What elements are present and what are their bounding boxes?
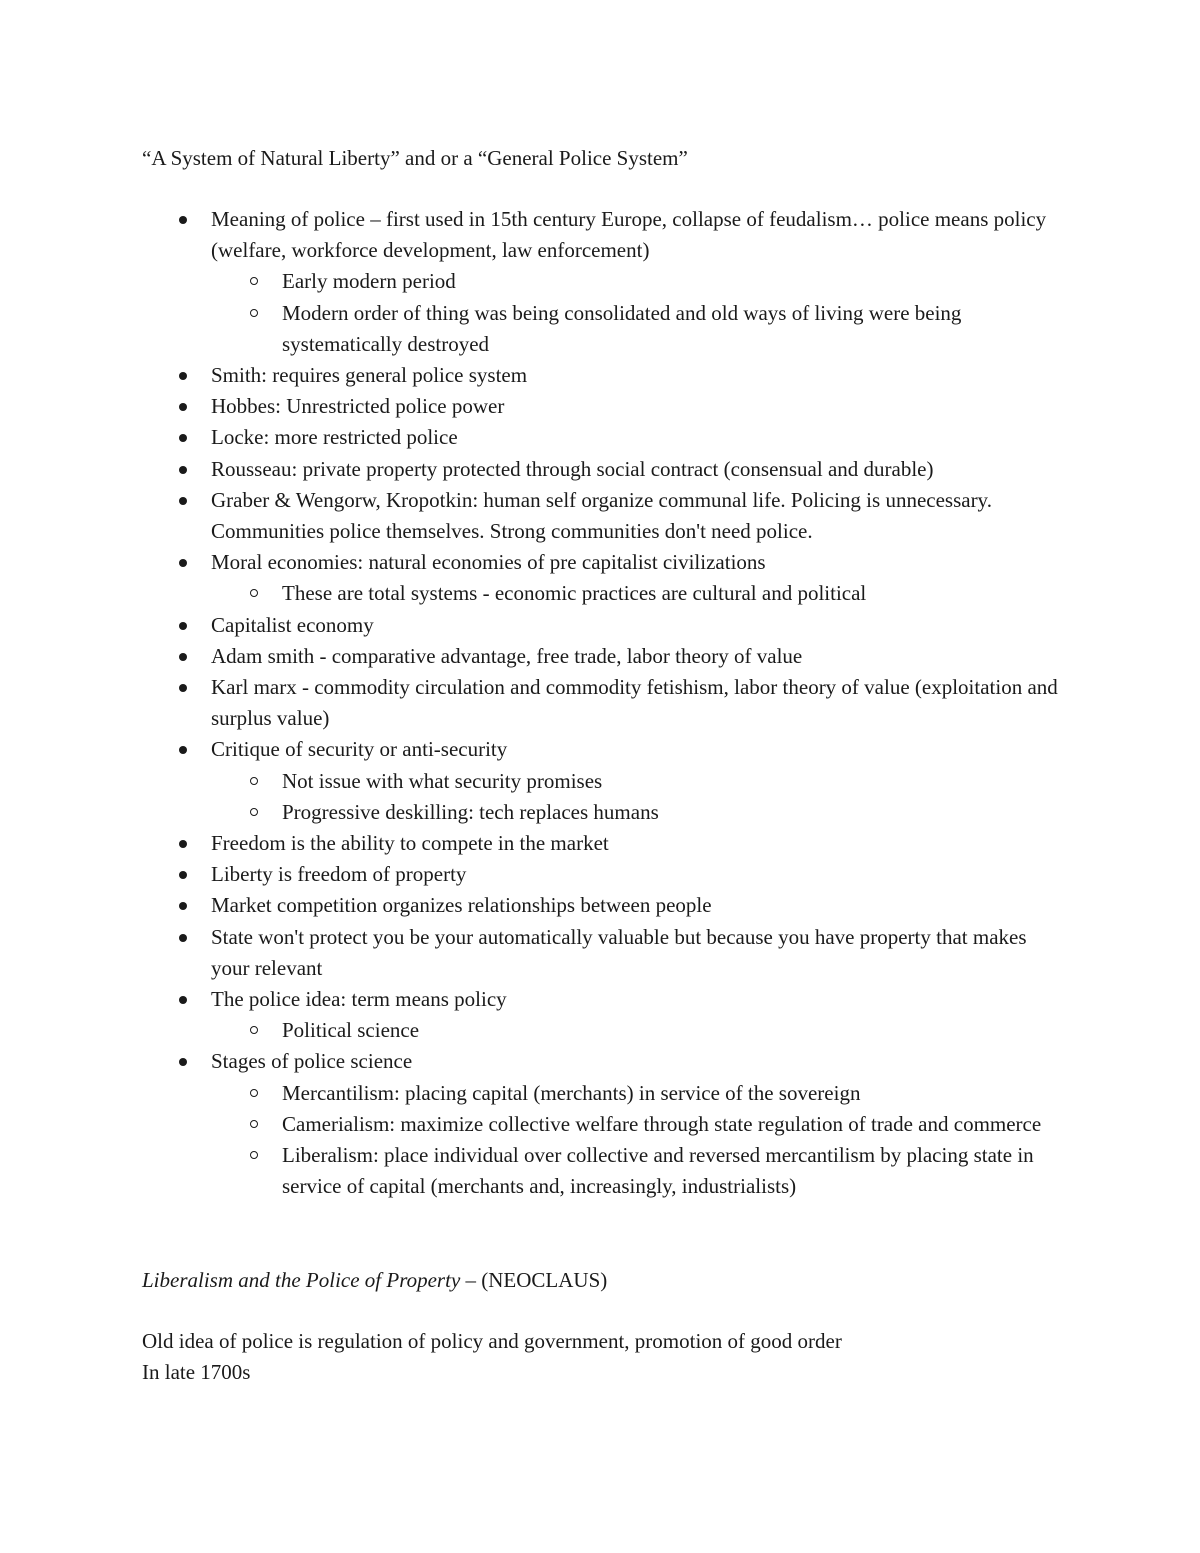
filled-bullet-icon (179, 653, 187, 661)
section-heading-suffix: – (NEOCLAUS) (460, 1268, 608, 1292)
sub-bullet-text: Liberalism: place individual over collective and reversed mercantilism by placing state in service of capital (merchants and, increasingly, industrialists) (282, 1143, 1034, 1199)
sub-bullet-text: Modern order of thing was being consolidated and old ways of living were being systematically destroyed (282, 300, 962, 356)
sub-bullet-list (211, 578, 1061, 609)
bullet-text: Graber & Wengorw, Kropotkin: human self organize communal life. Policing is unnecessary. Communities police themselves. Strong communities don't need police. (211, 487, 992, 544)
bullet-item (0, 422, 1061, 453)
bullet-text: Adam smith - comparative advantage, free trade, labor theory of value (211, 643, 803, 668)
filled-bullet-icon (179, 216, 187, 224)
sub-bullet-item (0, 1140, 1062, 1202)
bullet-text: Moral economies: natural economies of pre capitalist civilizations (211, 550, 766, 575)
bullet-text: Capitalist economy (211, 612, 374, 637)
paragraph (142, 1326, 842, 1388)
bullet-text: Liberty is freedom of property (211, 862, 467, 887)
document-title: “A System of Natural Liberty” and or a “General Police System” (142, 146, 688, 170)
filled-bullet-icon (179, 372, 187, 380)
section-heading (142, 1265, 607, 1296)
filled-bullet-icon (179, 902, 187, 910)
bullet-text: Rousseau: private property protected through social contract (consensual and durable) (211, 456, 934, 481)
sub-bullet-item (0, 298, 1062, 360)
sub-bullet-item (0, 797, 1062, 828)
bullet-text: State won't protect you be your automatically valuable but because you have property that makes your relevant (211, 924, 1027, 980)
bullet-text: Critique of security or anti-security (211, 737, 508, 762)
sub-bullet-text: Camerialism: maximize collective welfare through state regulation of trade and commerce (282, 1111, 1042, 1136)
filled-bullet-icon (179, 871, 187, 879)
bullet-item (0, 890, 1061, 921)
bullet-text: Stages of police science (211, 1049, 413, 1074)
hollow-bullet-icon (250, 1026, 258, 1034)
hollow-bullet-icon (250, 1120, 258, 1128)
bullet-item (0, 922, 1061, 984)
filled-bullet-icon (179, 996, 187, 1004)
bullet-item (0, 360, 1061, 391)
bullet-item (0, 204, 1061, 360)
section-heading-italic: Liberalism and the Police of Property (142, 1268, 461, 1292)
filled-bullet-icon (179, 497, 187, 505)
paragraph-line: In late 1700s (142, 1360, 251, 1385)
bullet-item (0, 454, 1061, 485)
bullet-item (0, 734, 1061, 828)
hollow-bullet-icon (250, 1151, 258, 1159)
bullet-text: Freedom is the ability to compete in the market (211, 831, 609, 856)
sub-bullet-text: Early modern period (282, 269, 456, 294)
sub-bullet-item (0, 266, 1062, 297)
filled-bullet-icon (179, 1058, 187, 1066)
filled-bullet-icon (179, 559, 187, 567)
filled-bullet-icon (179, 434, 187, 442)
bullet-item (0, 984, 1061, 1046)
hollow-bullet-icon (250, 277, 258, 285)
bullet-item (0, 672, 1061, 734)
bullet-item (0, 610, 1061, 641)
sub-bullet-text: Mercantilism: placing capital (merchants) in service of the sovereign (282, 1080, 861, 1105)
sub-bullet-item (0, 1015, 1062, 1046)
sub-bullet-text: Not issue with what security promises (282, 768, 603, 793)
sub-bullet-item (0, 1078, 1062, 1109)
bullet-item (0, 828, 1061, 859)
bullet-item (0, 485, 1061, 547)
sub-bullet-list (211, 1015, 1061, 1046)
hollow-bullet-icon (250, 309, 258, 317)
sub-bullet-text: Progressive deskilling: tech replaces humans (282, 799, 659, 824)
bullet-text: Smith: requires general police system (211, 363, 528, 388)
sub-bullet-list (211, 1078, 1061, 1203)
bullet-text: Meaning of police – first used in 15th century Europe, collapse of feudalism… police means policy (welfare, workforce development, law enforcement) (211, 207, 1047, 263)
filled-bullet-icon (179, 403, 187, 411)
hollow-bullet-icon (250, 777, 258, 785)
bullet-list (0, 204, 1061, 1203)
sub-bullet-text: Political science (282, 1018, 420, 1043)
sub-bullet-item (0, 766, 1062, 797)
sub-bullet-item (0, 1109, 1062, 1140)
bullet-text: Locke: more restricted police (211, 425, 458, 450)
filled-bullet-icon (179, 466, 187, 474)
hollow-bullet-icon (250, 1089, 258, 1097)
filled-bullet-icon (179, 934, 187, 942)
bullet-text: Market competition organizes relationships between people (211, 893, 712, 918)
sub-bullet-list (211, 266, 1061, 360)
bullet-text: Hobbes: Unrestricted police power (211, 394, 505, 419)
hollow-bullet-icon (250, 589, 258, 597)
filled-bullet-icon (179, 684, 187, 692)
filled-bullet-icon (179, 622, 187, 630)
bullet-item (0, 547, 1061, 609)
bullet-item (0, 391, 1061, 422)
bullet-text: Karl marx - commodity circulation and commodity fetishism, labor theory of value (exploitation and surplus value) (211, 675, 1058, 731)
sub-bullet-text: These are total systems - economic practices are cultural and political (282, 581, 867, 606)
bullet-item (0, 1046, 1061, 1202)
bullet-text: The police idea: term means policy (211, 987, 507, 1012)
hollow-bullet-icon (250, 808, 258, 816)
bullet-item (0, 641, 1061, 672)
bullet-item (0, 859, 1061, 890)
filled-bullet-icon (179, 746, 187, 754)
sub-bullet-item (0, 578, 1062, 609)
sub-bullet-list (211, 766, 1061, 828)
paragraph-line: Old idea of police is regulation of policy and government, promotion of good order (142, 1329, 842, 1353)
filled-bullet-icon (179, 840, 187, 848)
